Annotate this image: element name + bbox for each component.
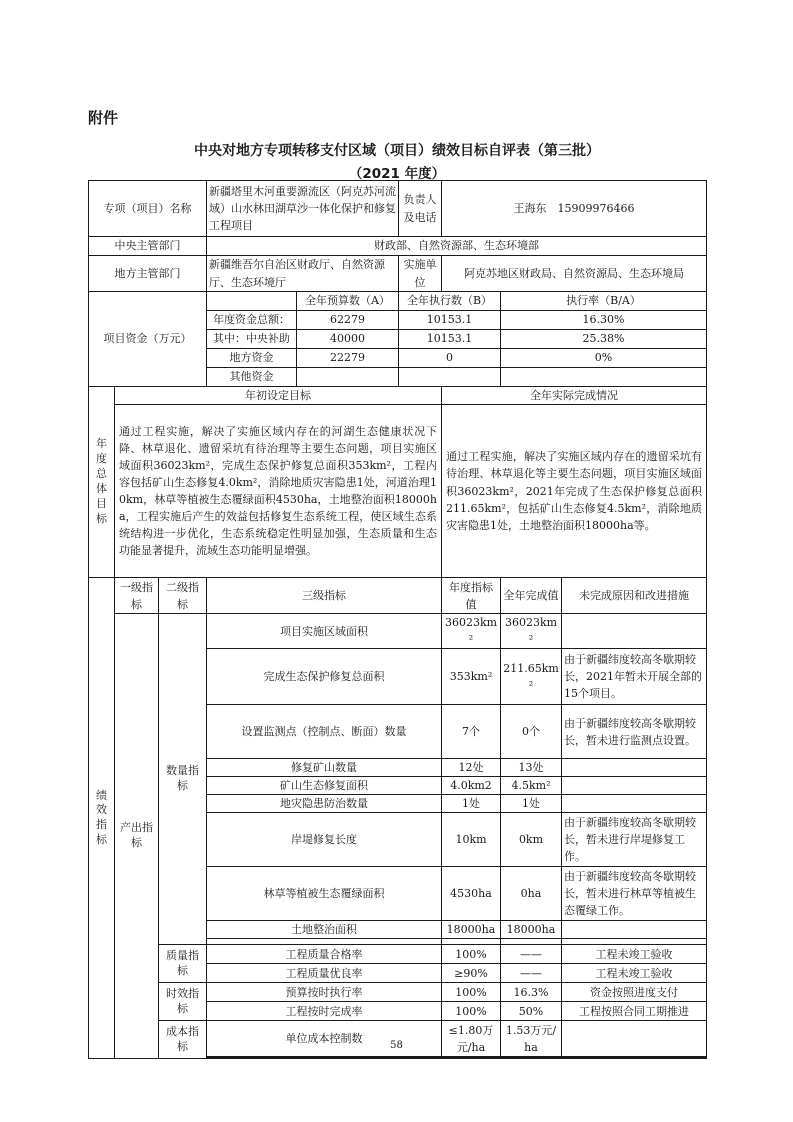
timeliness-label: 时效指标 xyxy=(159,983,207,1021)
other-funds-label: 其他资金 xyxy=(207,368,297,387)
indicator-name: 工程按时完成率 xyxy=(207,1002,442,1021)
indicator-target: 7个 xyxy=(442,705,501,759)
indicator-target: 10km xyxy=(442,813,501,867)
indicator-name: 岸堤修复长度 xyxy=(207,813,442,867)
indicator-name: 项目实施区域面积 xyxy=(207,614,442,649)
indicator-actual: —— xyxy=(501,964,562,983)
indicator-target: 353km² xyxy=(442,649,501,705)
indicator-actual: 0km xyxy=(501,813,562,867)
indicator-actual: 13处 xyxy=(501,759,562,777)
indicator-reason: 工程按照合同工期推进 xyxy=(562,1002,707,1021)
local-funds-exec: 0 xyxy=(399,349,501,368)
indicator-actual: 16.3% xyxy=(501,983,562,1002)
indicator-actual: 1处 xyxy=(501,795,562,813)
indicator-target: 100% xyxy=(442,945,501,964)
indicator-reason: 由于新疆纬度较高冬歇期较长，暂未进行林草等植被生态覆绿工作。 xyxy=(562,867,707,921)
col-l1-header: 一级指标 xyxy=(115,578,159,614)
cost-label: 成本指标 xyxy=(159,1021,207,1059)
local-funds-rate: 0% xyxy=(501,349,707,368)
quantity-label: 数量指标 xyxy=(159,614,207,945)
indicator-target: 12处 xyxy=(442,759,501,777)
overall-goal-label: 年度总体目标 xyxy=(89,387,115,578)
indicator-name: 完成生态保护修复总面积 xyxy=(207,649,442,705)
local-funds-budget: 22279 xyxy=(297,349,399,368)
indicator-name: 矿山生态修复面积 xyxy=(207,777,442,795)
annual-total-budget: 62279 xyxy=(297,311,399,330)
indicator-target: ≥90% xyxy=(442,964,501,983)
col-l2-header: 二级指标 xyxy=(159,578,207,614)
impl-unit-value: 阿克苏地区财政局、自然资源局、生态环境局 xyxy=(442,256,707,292)
performance-table xyxy=(88,180,707,1059)
central-dept-value: 财政部、自然资源部、生态环境部 xyxy=(207,237,707,256)
indicator-actual: 1.53万元/ha xyxy=(501,1021,562,1057)
full-exec-header: 全年执行数（B） xyxy=(399,292,501,311)
indicator-actual: —— xyxy=(501,945,562,964)
responsible-person: 王海东 15909976466 xyxy=(442,181,707,237)
indicator-name: 地灾隐患防治数量 xyxy=(207,795,442,813)
project-label: 专项（项目）名称 xyxy=(89,181,207,237)
indicator-name: 林草等植被生态覆绿面积 xyxy=(207,867,442,921)
indicator-target: ≤1.80万元/ha xyxy=(442,1021,501,1057)
annual-total-exec: 10153.1 xyxy=(399,311,501,330)
col-reason-header: 未完成原因和改进措施 xyxy=(562,578,707,614)
indicator-actual: 0ha xyxy=(501,867,562,921)
quality-label: 质量指标 xyxy=(159,945,207,983)
output-label: 产出指标 xyxy=(115,614,159,1059)
col-l3-header: 三级指标 xyxy=(207,578,442,614)
indicator-reason: 资金按照进度支付 xyxy=(562,983,707,1002)
impl-unit-label: 实施单位 xyxy=(399,256,442,292)
central-subsidy-exec: 10153.1 xyxy=(399,330,501,349)
attachment-label: 附件 xyxy=(88,109,119,127)
indicator-actual: 211.65km² xyxy=(501,649,562,705)
col-actual-header: 全年完成值 xyxy=(501,578,562,614)
goal-done-text: 通过工程实施，解决了实施区域内存在的遗留采坑有待治理、林草退化等主要生态问题，项目实施区域面积36023km²，2021年完成了生态保护修复总面积211.65km²，包括矿山生态修复4.5km²，消除地质灾害隐患1处，土地整治面积18000ha等。 xyxy=(442,405,707,578)
exec-rate-header: 执行率（B/A） xyxy=(501,292,707,311)
central-subsidy-rate: 25.38% xyxy=(501,330,707,349)
indicator-name: 修复矿山数量 xyxy=(207,759,442,777)
indicator-target: 1处 xyxy=(442,795,501,813)
funds-label: 项目资金（万元） xyxy=(89,292,207,387)
indicator-actual: 4.5km² xyxy=(501,777,562,795)
col-target-header: 年度指标值 xyxy=(442,578,501,614)
local-dept-label: 地方主管部门 xyxy=(89,256,207,292)
indicator-target: 100% xyxy=(442,983,501,1002)
page-title: 中央对地方专项转移支付区域（项目）绩效目标自评表（第三批） xyxy=(194,143,600,159)
indicator-target: 4.0km2 xyxy=(442,777,501,795)
goal-set-header: 年初设定目标 xyxy=(115,387,442,405)
page-subtitle: （2021 年度） xyxy=(348,166,446,182)
indicator-actual: 50% xyxy=(501,1002,562,1021)
indicator-reason: 工程未竣工验收 xyxy=(562,964,707,983)
goal-set-text: 通过工程实施，解决了实施区域内存在的河湖生态健康状况下降、林草退化、遗留采坑有待治理等主要生态问题，项目实施区域面积36023km²，完成生态保护修复总面积353km²，工程内容包括矿山生态修复4.0km²，消除地质灾害隐患1处，河道治理10km，林草等植被生态覆绿面积4530ha，土地整治面积18000ha，工程实施后产生的效益包括修复生态系统工程，使区域生态系统结构进一步优化，生态系统稳定性明显加强，生态质量和生态功能显著提升，流域生态功能明显增强。 xyxy=(115,405,442,578)
page-number: 58 xyxy=(390,1040,403,1051)
local-funds-label: 地方资金 xyxy=(207,349,297,368)
goal-done-header: 全年实际完成情况 xyxy=(442,387,707,405)
indicator-name: 工程质量优良率 xyxy=(207,964,442,983)
indicator-name: 工程质量合格率 xyxy=(207,945,442,964)
indicator-target: 18000ha xyxy=(442,921,501,939)
indicator-target: 4530ha xyxy=(442,867,501,921)
indicator-name: 土地整治面积 xyxy=(207,921,442,939)
indicator-target: 36023km² xyxy=(442,614,501,649)
annual-total-rate: 16.30% xyxy=(501,311,707,330)
annual-total-label: 年度资金总额： xyxy=(207,311,297,330)
indicator-reason: 由于新疆纬度较高冬歇期较长，暂未进行岸堤修复工作。 xyxy=(562,813,707,867)
central-subsidy-label: 其中：中央补助 xyxy=(207,330,297,349)
indicator-actual: 36023km² xyxy=(501,614,562,649)
indicator-reason: 工程未竣工验收 xyxy=(562,945,707,964)
indicator-reason: 由于新疆纬度较高冬歇期较长，2021年暂未开展全部的15个项目。 xyxy=(562,649,707,705)
indicator-target: 100% xyxy=(442,1002,501,1021)
indicator-actual: 18000ha xyxy=(501,921,562,939)
full-budget-header: 全年预算数（A） xyxy=(297,292,399,311)
indicator-actual: 0个 xyxy=(501,705,562,759)
indicator-name: 预算按时执行率 xyxy=(207,983,442,1002)
local-dept-value: 新疆维吾尔自治区财政厅、自然资源厅、生态环境厅 xyxy=(207,256,399,292)
central-dept-label: 中央主管部门 xyxy=(89,237,207,256)
perf-indicator-label: 绩效指标 xyxy=(89,578,115,1059)
indicator-name: 设置监测点（控制点、断面）数量 xyxy=(207,705,442,759)
indicator-name: 单位成本控制数 xyxy=(207,1021,442,1057)
project-name: 新疆塔里木河重要源流区（阿克苏河流域）山水林田湖草沙一体化保护和修复工程项目 xyxy=(207,181,399,237)
central-subsidy-budget: 40000 xyxy=(297,330,399,349)
indicator-reason: 由于新疆纬度较高冬歇期较长，暂未进行监测点设置。 xyxy=(562,705,707,759)
responsible-label: 负责人及电话 xyxy=(399,181,442,237)
